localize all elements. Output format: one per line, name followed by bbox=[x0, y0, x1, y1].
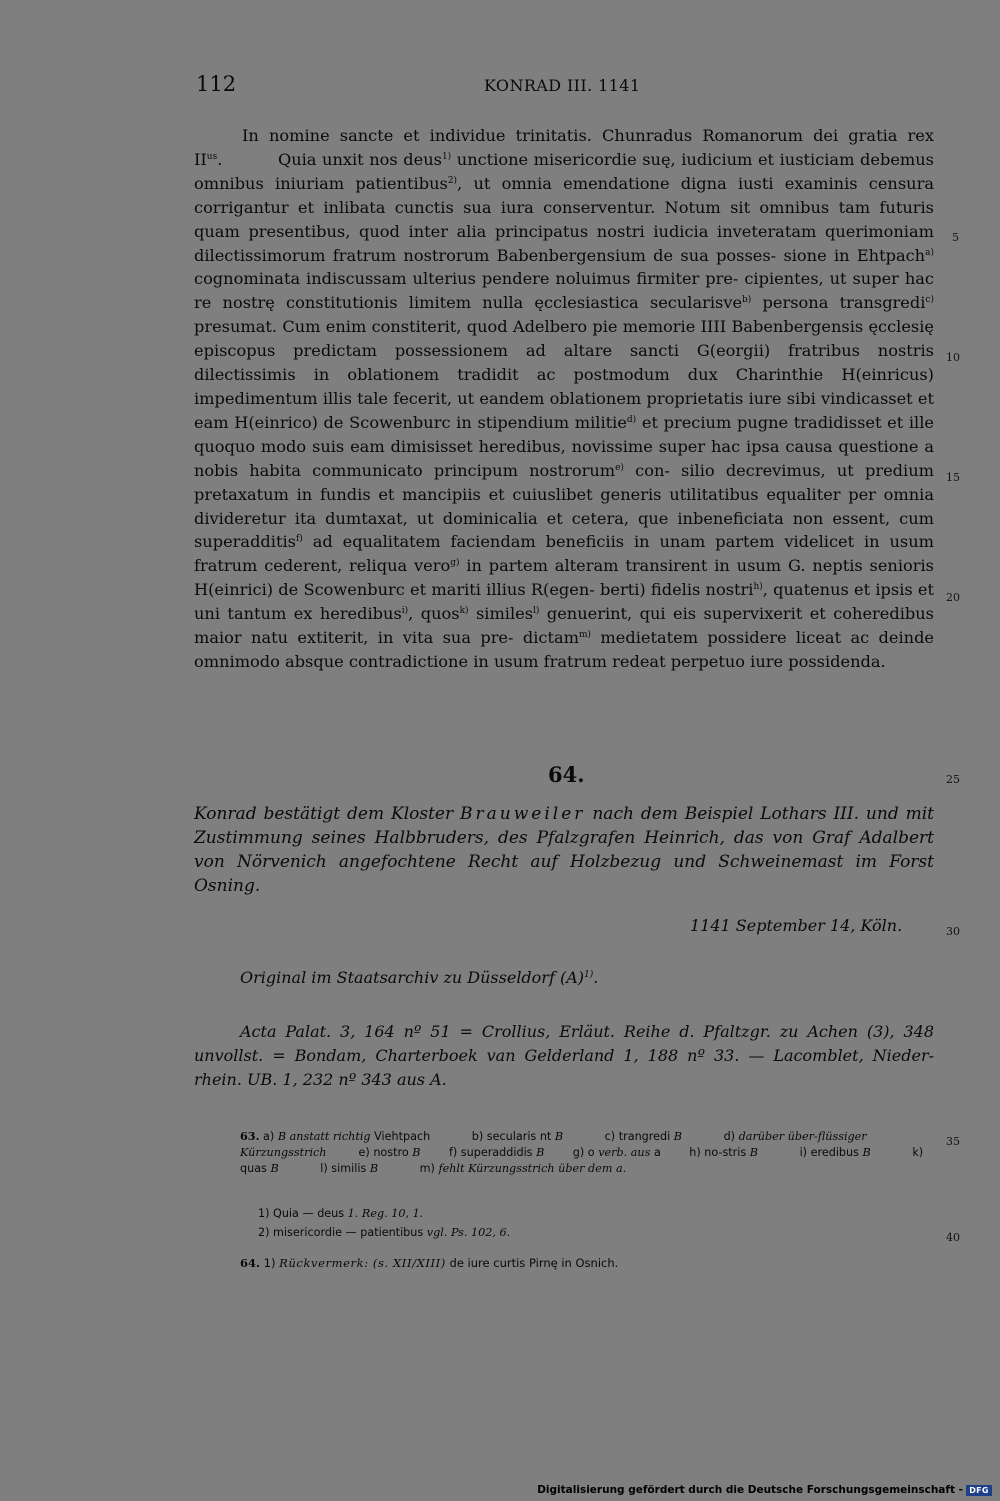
note-b: b) secularis nt bbox=[471, 1130, 552, 1143]
text-line: rex II bbox=[194, 126, 934, 169]
text-line: con- bbox=[623, 460, 670, 480]
note-64 bbox=[240, 1256, 618, 1270]
note-mark: a) bbox=[925, 247, 934, 258]
note-mark: b) bbox=[742, 295, 752, 306]
text-line: querimoniam dilectissimorum fratrum nostrorum Babenbergensium de sua posses- bbox=[194, 221, 934, 265]
text-line: hac ipsa causa questione a nobis habita communicato principum nostrorum bbox=[194, 436, 934, 480]
note-l: l) similis bbox=[320, 1162, 367, 1175]
text-line: et precium bbox=[636, 412, 732, 432]
text-line: que inbeneficiata non essent, cum superadditis bbox=[194, 508, 934, 552]
tradition-text: Original im Staatsarchiv zu Düsseldorf (A) bbox=[240, 968, 584, 987]
note-g-italic: verb. aus bbox=[598, 1146, 651, 1159]
note-i-italic: B bbox=[862, 1146, 871, 1159]
line-number: 20 bbox=[946, 591, 960, 604]
text-line: H(einricus) impedimentum illis tale fecerit, ut eandem oblationem proprietatis iure bbox=[194, 365, 934, 408]
note-mark: g) bbox=[450, 558, 460, 569]
critical-apparatus-63 bbox=[240, 1128, 934, 1177]
text-line: pugne tradidisset et ille quoquo modo suis eam dimisisset heredibus, novissime super bbox=[194, 412, 934, 456]
note-c-italic: B bbox=[673, 1130, 683, 1143]
note-k-italic: B bbox=[270, 1162, 279, 1175]
text-line: Quia unxit nos deus bbox=[277, 149, 442, 169]
footnote-2: 2) misericordie — patientibus bbox=[258, 1226, 424, 1239]
note-a-italic: B anstatt richtig bbox=[277, 1130, 371, 1143]
regest-text: nach dem Beispiel Lothars III. und mit Zustimmung seines Halbbruders, des Pfalzgrafen Heinrich, das von Graf Adalbert von Nörvenich angefochtene Recht auf Holzbezug und Schweinemast im Forst Osning. bbox=[194, 804, 935, 896]
text-line: in usum fratrum redeat perpetuo iure possidenda. bbox=[473, 651, 886, 671]
regest-place: Brauweiler bbox=[460, 804, 586, 824]
note-mark: k) bbox=[459, 606, 469, 617]
text-line: unctione misericordie suę, iudicium et iusticiam bbox=[456, 149, 855, 169]
document-number: 64. bbox=[548, 762, 585, 787]
note-h-italic: B bbox=[749, 1146, 759, 1159]
text-line: Babenbergensis ęcclesię episcopus predictam possessionem ad altare sancti G(eorgii) bbox=[194, 317, 934, 361]
text-line: in partem alteram bbox=[459, 556, 619, 576]
note-a-text: Viehtpach bbox=[374, 1130, 431, 1143]
note-h: h) no-stris bbox=[689, 1146, 747, 1159]
note-label: 63. bbox=[240, 1129, 260, 1143]
note-k: k) quas bbox=[240, 1146, 924, 1175]
note-f-italic: B bbox=[536, 1146, 545, 1159]
text-line: ad equalitatem faciendam beneficiis bbox=[302, 532, 625, 552]
line-number: 35 bbox=[946, 1135, 960, 1148]
text-line: cipientes, ut super hac re nostrę constitutionis limitem nulla ęcclesiastica secularisve bbox=[194, 269, 935, 313]
regest bbox=[194, 802, 934, 898]
note-mark: f) bbox=[295, 534, 303, 545]
text-line: cognominata indiscussam ulterius pendere noluimus firmiter pre- bbox=[194, 269, 739, 289]
footnote-mark: 1) bbox=[441, 151, 452, 162]
text-line: sibi vindicasset et eam H(einrico) de Scowenburc in stipendium militie bbox=[194, 388, 934, 432]
note-g-end: a bbox=[653, 1146, 661, 1159]
note-d-italic: darüber über-flüssiger Kürzungsstrich bbox=[240, 1130, 867, 1159]
text-line: berti) fidelis nostri bbox=[600, 580, 754, 600]
note-a: a) bbox=[263, 1130, 275, 1143]
note-f: f) superaddidis bbox=[448, 1146, 533, 1159]
note-e: e) nostro bbox=[358, 1146, 409, 1159]
note-64-mark: 1) bbox=[263, 1256, 276, 1270]
note-64-italic: Rückvermerk: (s. XII/XIII) bbox=[279, 1256, 446, 1270]
note-mark: h) bbox=[753, 582, 763, 593]
footnote-mark: 1) bbox=[584, 970, 594, 980]
note-mark: i) bbox=[401, 606, 409, 617]
text-line: presumat. Cum enim constiterit, quod Adelbero pie memorie IIII bbox=[194, 317, 727, 337]
footnote-2-ref: vgl. Ps. 102, 6. bbox=[426, 1226, 511, 1239]
footer-text: Digitalisierung gefördert durch die Deutsche Forschungsgemeinschaft - bbox=[537, 1484, 963, 1496]
editions-text: Acta Palat. 3, 164 nº 51 = Crollius, Erläut. Reihe d. Pfaltzgr. zu Achen (3), 348 unvollst. = Bondam, Charterboek van Gelderland 1, 188 nº 33. — Lacomblet, Nieder-rhein. UB. 1, 232 nº 343 aus A. bbox=[194, 1022, 934, 1089]
page-number: 112 bbox=[196, 72, 237, 96]
dating: 1141 September 14, Köln. bbox=[690, 916, 903, 935]
note-m: m) bbox=[419, 1162, 435, 1175]
note-d: d) bbox=[723, 1130, 736, 1143]
note-m-end: dem a. bbox=[588, 1162, 627, 1175]
footnote-1-ref: 1. Reg. 10, 1. bbox=[347, 1207, 424, 1220]
text-line: debemus omnibus iniuriam patientibus bbox=[194, 149, 934, 193]
note-g: g) o bbox=[572, 1146, 595, 1159]
footnote-1: 1) Quia — deus bbox=[258, 1207, 345, 1220]
running-head: KONRAD III. 1141 bbox=[484, 76, 641, 95]
note-i: i) eredibus bbox=[799, 1146, 859, 1159]
line-number: 25 bbox=[946, 773, 960, 786]
text-line: sione in Ehtpach bbox=[783, 245, 926, 265]
line-number: 30 bbox=[946, 925, 960, 938]
note-e-italic: B bbox=[412, 1146, 421, 1159]
note-mark: c) bbox=[925, 295, 934, 306]
note-label: 64. bbox=[240, 1256, 261, 1270]
note-m-italic: fehlt Kürzungsstrich über bbox=[438, 1162, 585, 1175]
text-line: persona transgredi bbox=[762, 293, 926, 313]
line-number: 15 bbox=[946, 471, 960, 484]
text-line: dictam bbox=[522, 628, 579, 648]
note-l-italic: B bbox=[369, 1162, 379, 1175]
text-line: utilitatibus equaliter per omnia divideretur ita dumtaxat, ut dominicalia et cetera, bbox=[194, 484, 934, 528]
superscript: us bbox=[206, 151, 218, 162]
line-number: 5 bbox=[952, 231, 959, 244]
text-line: transirent in usum G. neptis senioris H(einrici) de Scowenburc et mariti illius R(egen- bbox=[194, 556, 934, 600]
note-mark: m) bbox=[579, 630, 592, 641]
text-line: in unam partem videlicet in usum fratrum cederent, reliqua vero bbox=[194, 532, 934, 576]
note-64-text: de iure curtis Pirnę in Osnich. bbox=[449, 1256, 619, 1270]
text-line: censura corrigantur et inlibata cunctis sua iura conserventur. Notum sit omnibus bbox=[194, 173, 934, 217]
footnotes-63 bbox=[258, 1204, 510, 1242]
footer-credit bbox=[537, 1484, 992, 1496]
note-b-italic: B bbox=[554, 1130, 564, 1143]
text-line: fratribus nostris dilectissimis in oblationem tradidit ac postmodum dux Charinthie bbox=[194, 341, 934, 385]
footnote-mark: 2) bbox=[447, 175, 458, 186]
note-mark: l) bbox=[533, 606, 540, 617]
note-c: c) trangredi bbox=[604, 1130, 671, 1143]
line-number: 40 bbox=[946, 1231, 960, 1244]
text-line: , quatenus et ipsis et uni tantum ex heredibus bbox=[194, 580, 934, 624]
note-mark: e) bbox=[615, 462, 624, 473]
text-line: genuerint, qui eis supervixerit et coheredibus maior natu extiterit, in vita sua pre- bbox=[194, 604, 934, 648]
text-line: medietatem possidere liceat ac deinde omnimodo absque contradictione bbox=[194, 628, 935, 671]
text-line: tam futuris quam presentibus, quod inter alia principatus nostri iudicia inveteratam bbox=[194, 197, 934, 241]
note-mark: d) bbox=[626, 414, 637, 425]
text-line: , quos bbox=[408, 604, 460, 624]
text-line: In nomine sancte et individue trinitatis. Chunradus Romanorum dei gratia bbox=[242, 126, 898, 145]
text-line: silio decrevimus, ut predium pretaxatum in fundis et mancipiis et cuiuslibet generis bbox=[194, 460, 934, 504]
line-number: 10 bbox=[946, 351, 960, 364]
dfg-logo-icon: DFG bbox=[966, 1485, 992, 1496]
text-line: , ut omnia emendatione digna iusti examinis bbox=[457, 173, 858, 193]
regest-text: Konrad bestätigt dem Kloster bbox=[194, 804, 461, 824]
charter-text: In nomine sancte et individue trinitatis. Chunradus Romanorum dei gratia rex $II^{us}$. Quia unxit nos deus$^{1)}$ unctione misericordie suę, iudicium et iusticiam debemus omnibus iniuriam patientibus$^{2)}$, ut omnia emendatione digna iusti examinis censura corrigantur et inlibata cunctis sua iura conserventur. Notum sit omnibus tam futuris quam presentibus, quod inter alia principatus nostri iudicia inveteratam querimoniam dilectissimorum fratrum nostrorum Babenbergensium de sua posses- sione in Ehtpach$^{a)}$ cognominata indiscussam ulterius pendere noluimus firmiter pre- cipientes, ut super hac re nostrę constitutionis limitem nulla ęcclesiastica secularisve$^{b)}$ persona transgredi$^{c)}$ presumat. Cum enim constiterit, quod Adelbero pie memorie IIII Babenbergensis ęcclesię episcopus predictam possessionem ad altare sancti G(eorgii) fratribus nostris dilectissimis in oblationem tradidit ac postmodum dux Charinthie H(einricus) impedimentum illis tale fecerit, ut eandem oblationem proprietatis iure sibi vindicasset et eam H(einrico) de Scowenburc in stipendium militie$^{d)}$ et precium pugne tradidisset et ille quoquo modo suis eam dimisisset heredibus, novissime super hac ipsa causa questione a nobis habita communicato principum nostrorum$^{e)}$ con- silio decrevimus, ut predium pretaxatum in fundis et mancipiis et cuiuslibet generis utilitatibus equaliter per omnia divideretur ita dumtaxat, ut dominicalia et cetera, que inbeneficiata non essent, cum superadditis$^{f)}$ ad equalitatem faciendam beneficiis in unam partem videlicet in usum fratrum cederent, reliqua vero$^{g)}$ in partem alteram transirent in usum G. neptis senioris H(einrici) de Scowenburc et mariti illius R(egen- berti) fidelis nostri$^{h)}$, quatenus et ipsis et uni tantum ex heredibus$^{i)}$, quos$^{k)}$ similes$^{l)}$ genuerint, qui eis supervixerit et coheredibus maior natu extiterit, in vita sua pre- dictam$^{m)}$ medietatem possidere liceat ac deinde omnimodo absque contradictione in usum fratrum redeat perpetuo iure possidenda. bbox=[194, 126, 935, 671]
text-line: similes bbox=[468, 604, 534, 624]
tradition-end: . bbox=[593, 968, 599, 987]
editions bbox=[194, 1020, 934, 1092]
tradition bbox=[240, 968, 598, 987]
